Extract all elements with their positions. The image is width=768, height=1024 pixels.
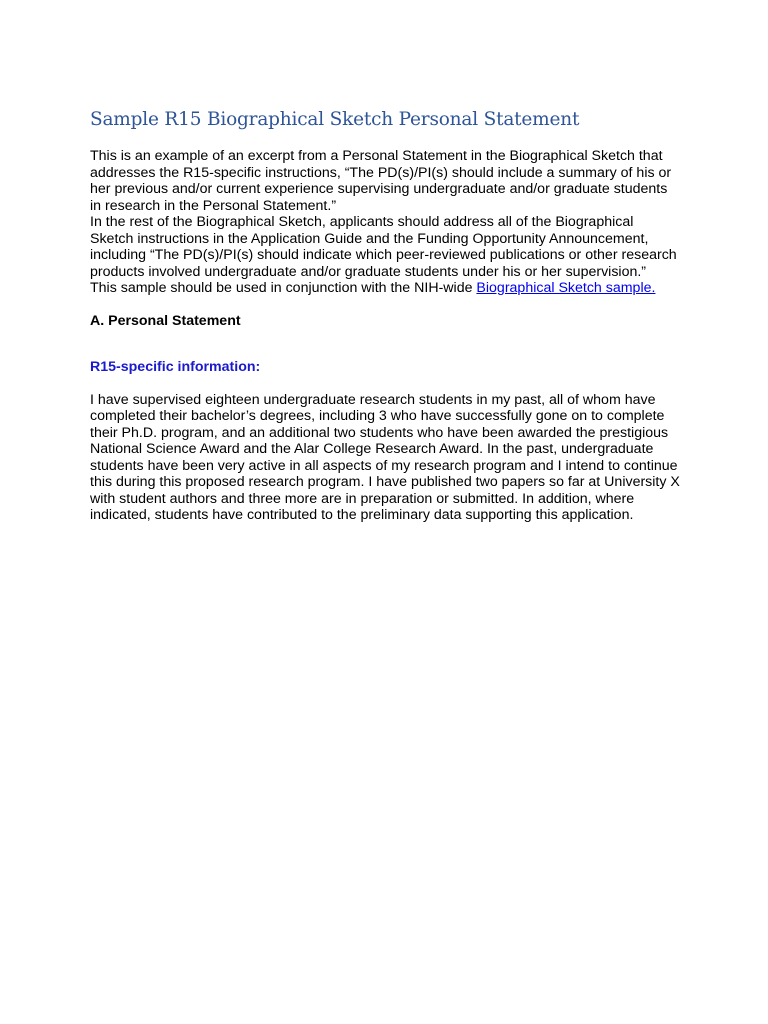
document-body xyxy=(90,106,680,524)
intro-paragraph-3-text: This sample should be used in conjunction with the NIH-wide xyxy=(90,280,477,296)
personal-statement-body: I have supervised eighteen undergraduate research students in my past, all of whom have completed their bachelor’s degrees, including 3 who have successfully gone on to complete their Ph.D. program, and an additional two students who have been awarded the prestigious National Science Award and the Alar College Research Award. In the past, undergraduate students have been very active in all aspects of my research program and I intend to continue this during this proposed research program. I have published two papers so far at University X with student authors and three more are in preparation or submitted. In addition, where indicated, students have contributed to the preliminary data supporting this application. xyxy=(90,391,680,523)
intro-paragraph-2: In the rest of the Biographical Sketch, applicants should address all of the Biographical Sketch instructions in the Application Guide and the Funding Opportunity Announcement, including “The PD(s)/PI(s) should indicate which peer-reviewed publications or other research products involved undergraduate and/or graduate students under his or her supervision.” xyxy=(90,214,677,280)
intro-paragraph-3 xyxy=(90,280,680,297)
intro-paragraph-1: This is an example of an excerpt from a Personal Statement in the Biographical Sketch that addresses the R15-specific instructions, “The PD(s)/PI(s) should include a summary of his or her previous and/or current experience supervising undergraduate and/or graduate students in research in the Personal Statement.” xyxy=(90,148,672,214)
section-heading-personal-statement: A. Personal Statement xyxy=(90,312,241,329)
document-title: Sample R15 Biographical Sketch Personal Statement xyxy=(90,109,580,130)
subheading-r15-info: R15-specific information: xyxy=(90,359,261,375)
biographical-sketch-sample-link[interactable]: Biographical Sketch sample. xyxy=(476,280,656,296)
